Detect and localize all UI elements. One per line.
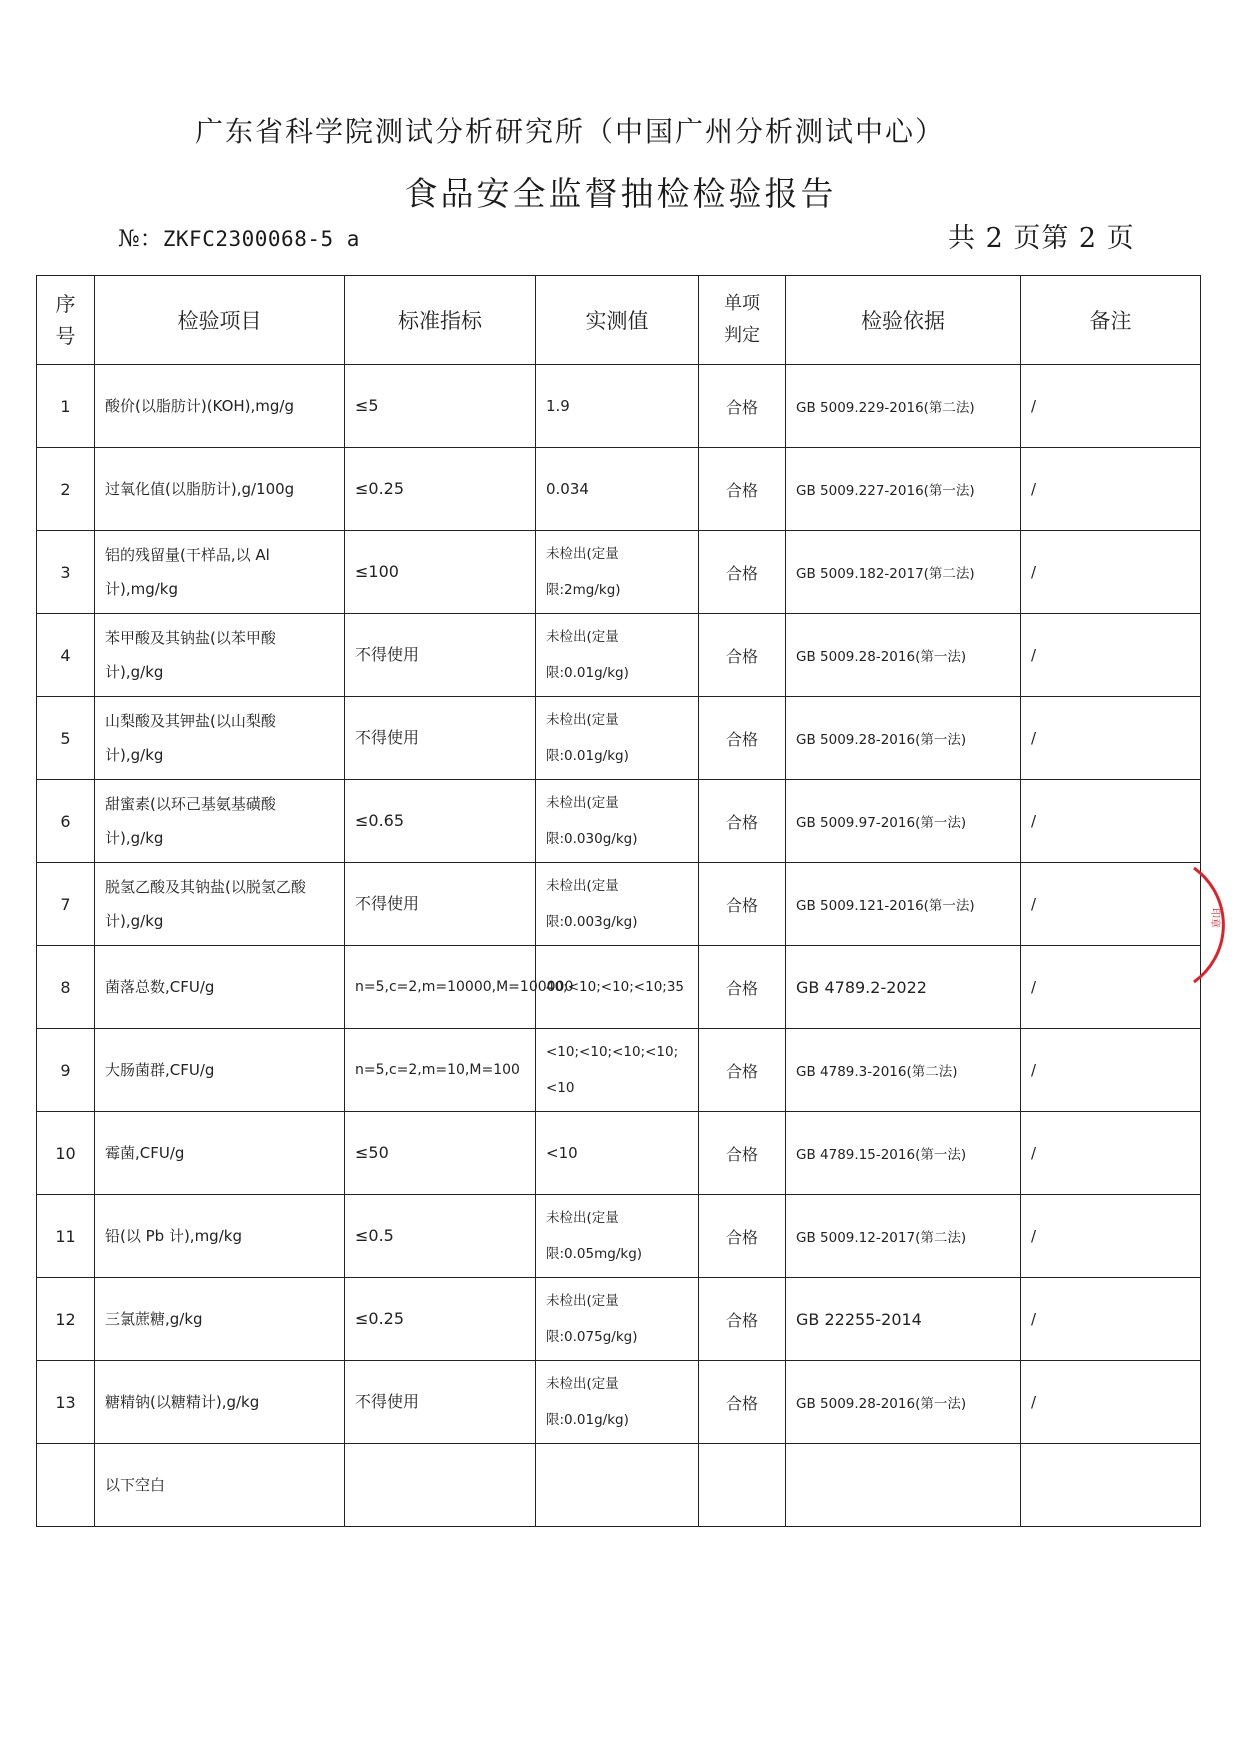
- header-seq: 序 号: [37, 276, 95, 365]
- row-item: 三氯蔗糖,g/kg: [95, 1278, 345, 1361]
- row-item: 过氧化值(以脂肪计),g/100g: [95, 448, 345, 531]
- header-remarks: 备注: [1021, 276, 1201, 365]
- row-measured: <10;<10;<10;<10;<10: [536, 1029, 699, 1112]
- header-measured: 实测值: [536, 276, 699, 365]
- row-remark: /: [1021, 448, 1201, 531]
- table-row: [37, 863, 1201, 946]
- seal-arc-icon: [1186, 860, 1226, 990]
- row-seq: 11: [37, 1195, 95, 1278]
- row-item: 山梨酸及其钾盐(以山梨酸计),g/kg: [95, 697, 345, 780]
- row-basis: GB 4789.2-2022: [786, 946, 1021, 1029]
- row-item: 酸价(以脂肪计)(KOH),mg/g: [95, 365, 345, 448]
- table-row: [37, 1195, 1201, 1278]
- row-remark: /: [1021, 863, 1201, 946]
- row-remark: /: [1021, 697, 1201, 780]
- row-standard: 不得使用: [345, 614, 536, 697]
- row-seq: 12: [37, 1278, 95, 1361]
- row-basis: GB 5009.97-2016(第一法): [786, 780, 1021, 863]
- empty-cell: [345, 1444, 536, 1527]
- report-title: 食品安全监督抽检检验报告: [404, 174, 837, 213]
- row-judgment: 合格: [699, 531, 786, 614]
- row-item: 铝的残留量(干样品,以 Al 计),mg/kg: [95, 531, 345, 614]
- row-seq: 10: [37, 1112, 95, 1195]
- row-seq: 9: [37, 1029, 95, 1112]
- row-seq: 4: [37, 614, 95, 697]
- row-measured: 未检出(定量限:0.003g/kg): [536, 863, 699, 946]
- row-standard: 不得使用: [345, 697, 536, 780]
- row-judgment: 合格: [699, 780, 786, 863]
- table-row: [37, 780, 1201, 863]
- table-row: [37, 365, 1201, 448]
- document-number-value: ZKFC2300068-5 a: [162, 227, 360, 251]
- row-seq: 8: [37, 946, 95, 1029]
- row-item: 铅(以 Pb 计),mg/kg: [95, 1195, 345, 1278]
- row-item: 大肠菌群,CFU/g: [95, 1029, 345, 1112]
- header-standard: 标准指标: [345, 276, 536, 365]
- row-basis: GB 4789.3-2016(第二法): [786, 1029, 1021, 1112]
- row-item: 甜蜜素(以环己基氨基磺酸计),g/kg: [95, 780, 345, 863]
- row-standard: 不得使用: [345, 863, 536, 946]
- table-header-row: [37, 276, 1201, 365]
- table-row: [37, 448, 1201, 531]
- row-judgment: 合格: [699, 1112, 786, 1195]
- row-standard: ≤100: [345, 531, 536, 614]
- row-judgment: 合格: [699, 1361, 786, 1444]
- row-judgment: 合格: [699, 614, 786, 697]
- row-item: 菌落总数,CFU/g: [95, 946, 345, 1029]
- svg-text:印章: 印章: [1209, 908, 1220, 928]
- row-seq: 13: [37, 1361, 95, 1444]
- table-row: [37, 1361, 1201, 1444]
- row-judgment: 合格: [699, 946, 786, 1029]
- row-basis: GB 5009.229-2016(第二法): [786, 365, 1021, 448]
- row-judgment: 合格: [699, 697, 786, 780]
- header-basis: 检验依据: [786, 276, 1021, 365]
- table-row: [37, 1112, 1201, 1195]
- row-seq: 2: [37, 448, 95, 531]
- row-standard: ≤0.65: [345, 780, 536, 863]
- row-basis: GB 5009.12-2017(第二法): [786, 1195, 1021, 1278]
- empty-cell: [37, 1444, 95, 1527]
- row-remark: /: [1021, 780, 1201, 863]
- row-remark: /: [1021, 1361, 1201, 1444]
- row-remark: /: [1021, 1029, 1201, 1112]
- organization-name: 广东省科学院测试分析研究所（中国广州分析测试中心）: [194, 115, 945, 148]
- row-item: 霉菌,CFU/g: [95, 1112, 345, 1195]
- row-seq: 5: [37, 697, 95, 780]
- table-row: [37, 614, 1201, 697]
- table-row: [37, 697, 1201, 780]
- row-remark: /: [1021, 614, 1201, 697]
- inspection-results-table: [36, 275, 1201, 1527]
- row-basis: GB 22255-2014: [786, 1278, 1021, 1361]
- row-basis: GB 5009.28-2016(第一法): [786, 1361, 1021, 1444]
- table-row: [37, 531, 1201, 614]
- row-judgment: 合格: [699, 863, 786, 946]
- row-standard: ≤0.5: [345, 1195, 536, 1278]
- row-remark: /: [1021, 1112, 1201, 1195]
- row-seq: 6: [37, 780, 95, 863]
- page-info: 共 2 页第 2 页: [948, 223, 1135, 254]
- row-basis: GB 5009.28-2016(第一法): [786, 614, 1021, 697]
- row-measured: 未检出(定量限:0.01g/kg): [536, 1361, 699, 1444]
- row-seq: 1: [37, 365, 95, 448]
- row-remark: /: [1021, 531, 1201, 614]
- row-standard: ≤0.25: [345, 1278, 536, 1361]
- document-number: [118, 220, 360, 253]
- row-judgment: 合格: [699, 1029, 786, 1112]
- row-basis: GB 4789.15-2016(第一法): [786, 1112, 1021, 1195]
- row-standard: 不得使用: [345, 1361, 536, 1444]
- table-row: [37, 946, 1201, 1029]
- row-measured: 1.9: [536, 365, 699, 448]
- row-measured: 未检出(定量限:0.01g/kg): [536, 697, 699, 780]
- row-remark: /: [1021, 946, 1201, 1029]
- row-remark: /: [1021, 1195, 1201, 1278]
- row-measured: 未检出(定量限:0.030g/kg): [536, 780, 699, 863]
- row-standard: n=5,c=2,m=10,M=100: [345, 1029, 536, 1112]
- table-row-blank-notice: [37, 1444, 1201, 1527]
- row-standard: ≤0.25: [345, 448, 536, 531]
- row-judgment: 合格: [699, 1195, 786, 1278]
- row-basis: GB 5009.121-2016(第一法): [786, 863, 1021, 946]
- row-remark: /: [1021, 365, 1201, 448]
- table-row: [37, 1029, 1201, 1112]
- blank-below-notice: 以下空白: [95, 1444, 345, 1527]
- row-measured: 未检出(定量限:0.01g/kg): [536, 614, 699, 697]
- row-judgment: 合格: [699, 448, 786, 531]
- row-measured: <10: [536, 1112, 699, 1195]
- empty-cell: [536, 1444, 699, 1527]
- row-measured: 未检出(定量限:0.05mg/kg): [536, 1195, 699, 1278]
- row-measured: 未检出(定量限:0.075g/kg): [536, 1278, 699, 1361]
- header-item: 检验项目: [95, 276, 345, 365]
- row-judgment: 合格: [699, 365, 786, 448]
- row-seq: 7: [37, 863, 95, 946]
- row-remark: /: [1021, 1278, 1201, 1361]
- row-measured: 40;<10;<10;<10;35: [536, 946, 699, 1029]
- row-basis: GB 5009.28-2016(第一法): [786, 697, 1021, 780]
- row-item: 糖精钠(以糖精计),g/kg: [95, 1361, 345, 1444]
- row-basis: GB 5009.182-2017(第二法): [786, 531, 1021, 614]
- row-basis: GB 5009.227-2016(第一法): [786, 448, 1021, 531]
- row-measured: 0.034: [536, 448, 699, 531]
- row-standard: n=5,c=2,m=10000,M=100000: [345, 946, 536, 1029]
- document-number-label: №：: [118, 226, 163, 252]
- row-item: 脱氢乙酸及其钠盐(以脱氢乙酸计),g/kg: [95, 863, 345, 946]
- header-single-judgment: 单项 判定: [699, 276, 786, 365]
- red-seal-stamp: [1186, 860, 1226, 990]
- row-standard: ≤5: [345, 365, 536, 448]
- row-judgment: 合格: [699, 1278, 786, 1361]
- table-row: [37, 1278, 1201, 1361]
- row-item: 苯甲酸及其钠盐(以苯甲酸计),g/kg: [95, 614, 345, 697]
- empty-cell: [786, 1444, 1021, 1527]
- row-measured: 未检出(定量限:2mg/kg): [536, 531, 699, 614]
- row-standard: ≤50: [345, 1112, 536, 1195]
- empty-cell: [1021, 1444, 1201, 1527]
- empty-cell: [699, 1444, 786, 1527]
- row-seq: 3: [37, 531, 95, 614]
